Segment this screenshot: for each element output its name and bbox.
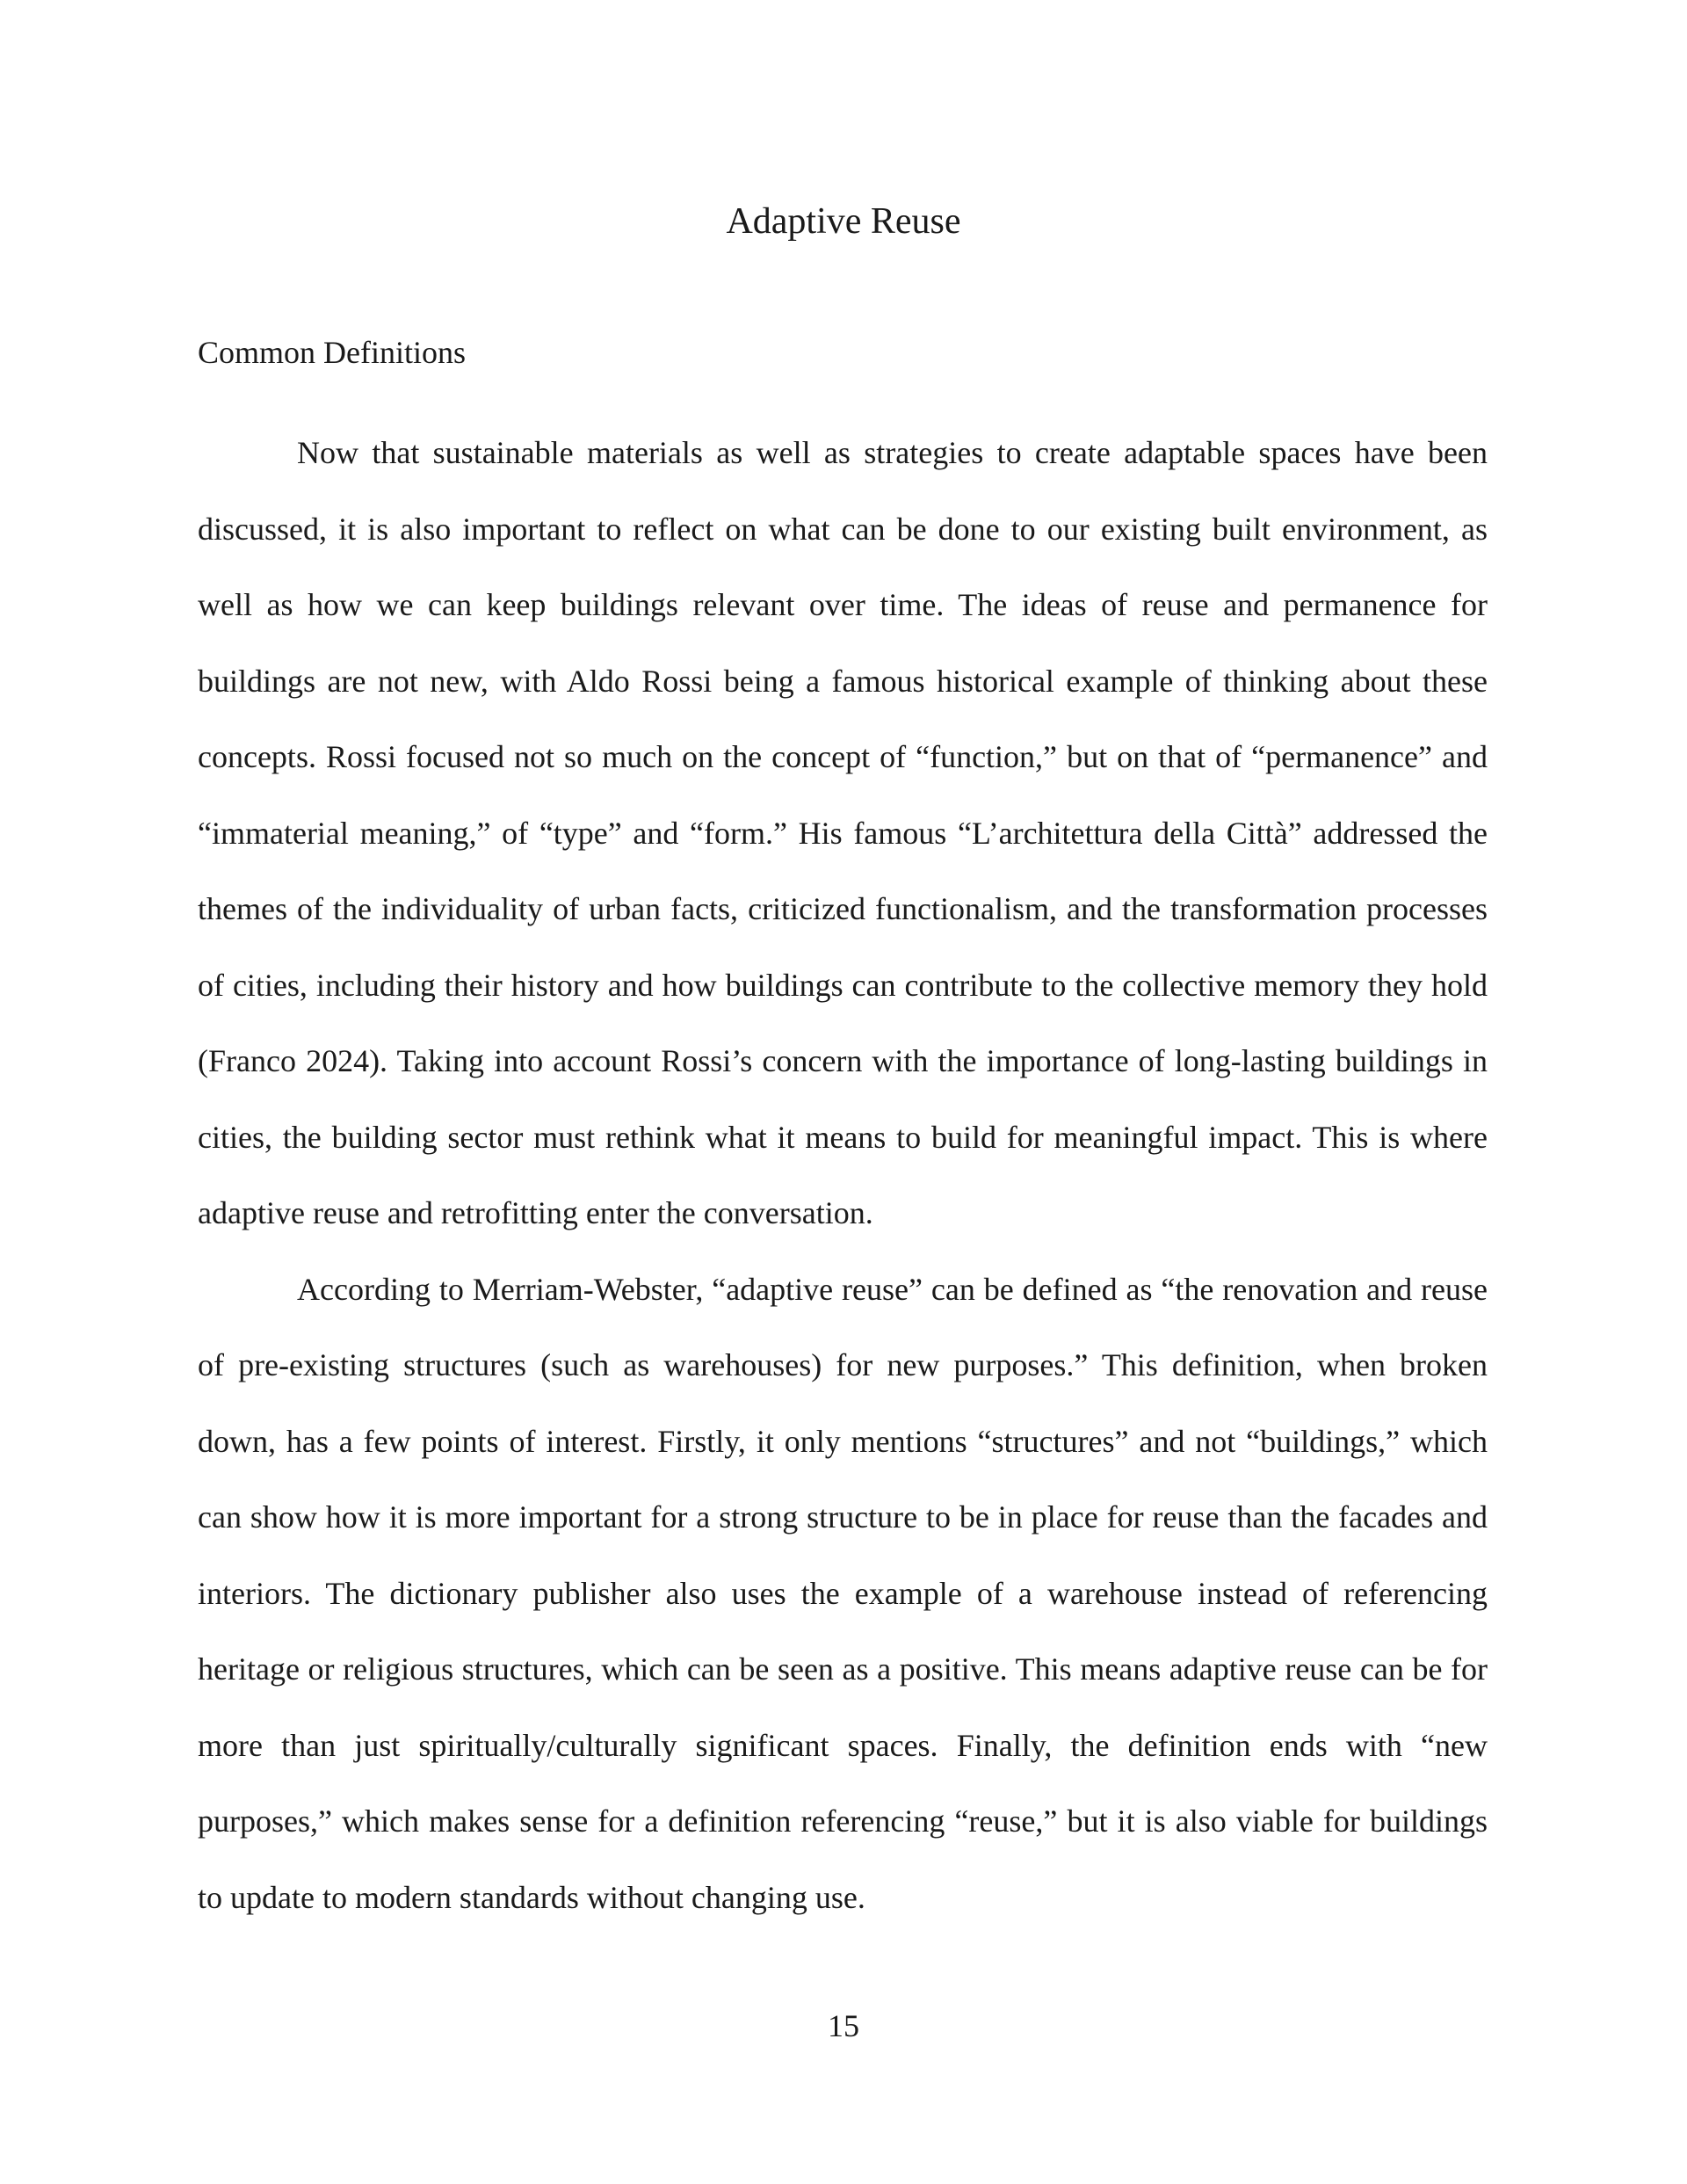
page-number: 15: [828, 2008, 859, 2043]
page-title: Adaptive Reuse: [726, 201, 961, 242]
body-text: [198, 415, 1488, 1935]
paragraph: According to Merriam-Webster, “adaptive reuse” can be defined as “the renovation and reuse of pre-existing structures (such as warehouses) for new purposes.” This definition, when broken down, has a few points of interest. Firstly, it only mentions “structures” and not “buildings,” which can show how it is more important for a strong structure to be in place for reuse than the facades and interiors. The dictionary publisher also uses the example of a warehouse instead of referencing heritage or religious structures, which can be seen as a positive. This means adaptive reuse can be for more than just spiritually/culturally significant spaces. Finally, the definition ends with “new purposes,” which makes sense for a definition referencing “reuse,” but it is also viable for buildings to update to modern standards without changing use.: [198, 1271, 1488, 1915]
paragraph: Now that sustainable materials as well as strategies to create adaptable spaces have been discussed, it is also important to reflect on what can be done to our existing built environment, as well as how we can keep buildings relevant over time. The ideas of reuse and permanence for buildings are not new, with Aldo Rossi being a famous historical example of thinking about these concepts. Rossi focused not so much on the concept of “function,” but on that of “permanence” and “immaterial meaning,” of “type” and “form.” His famous “L’architettura della Città” addressed the themes of the individuality of urban facts, criticized functionalism, and the transformation processes of cities, including their history and how buildings can contribute to the collective memory they hold (Franco 2024). Taking into account Rossi’s concern with the importance of long-lasting buildings in cities, the building sector must rethink what it means to build for meaningful impact. This is where adaptive reuse and retrofitting enter the conversation.: [198, 435, 1488, 1230]
section-heading: Common Definitions: [198, 335, 466, 370]
